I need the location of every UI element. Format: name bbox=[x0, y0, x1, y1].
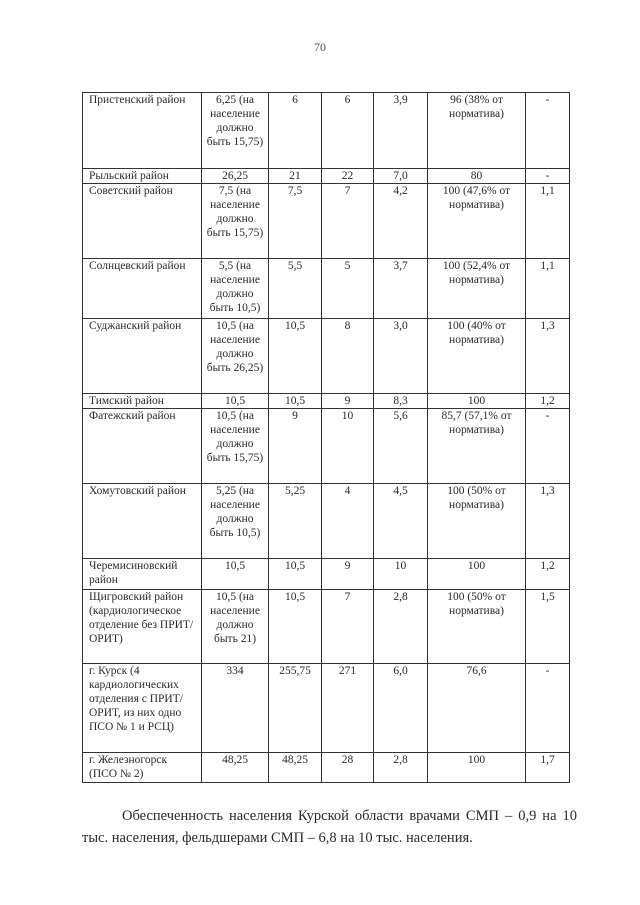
cell-district: Рыльский район bbox=[83, 169, 202, 184]
cell-value: 7,5 (на население должно быть 15,75) bbox=[202, 184, 269, 259]
table-row bbox=[83, 753, 570, 783]
cell-value: 100 (47,6% от норматива) bbox=[428, 184, 526, 259]
data-table bbox=[82, 92, 570, 783]
cell-value: 1,5 bbox=[526, 590, 570, 664]
cell-value: 8 bbox=[322, 319, 374, 394]
cell-value: 10 bbox=[374, 559, 428, 590]
cell-value: 9 bbox=[322, 559, 374, 590]
cell-district: Щигровский район (кардиологическое отделение без ПРИТ/ОРИТ) bbox=[83, 590, 202, 664]
cell-value: 10,5 bbox=[269, 590, 322, 664]
table-row bbox=[83, 664, 570, 753]
cell-value: 271 bbox=[322, 664, 374, 753]
cell-value: 7,0 bbox=[374, 169, 428, 184]
cell-value: 10,5 bbox=[202, 394, 269, 409]
summary-text: Обеспеченность населения Курской области врачами СМП – 0,9 на 10 тыс. населения, фельдшерами СМП – 6,8 на 10 тыс. населения. bbox=[82, 808, 577, 846]
cell-value: 3,7 bbox=[374, 259, 428, 319]
cell-value: 80 bbox=[428, 169, 526, 184]
cell-value: 5,5 (на население должно быть 10,5) bbox=[202, 259, 269, 319]
cell-value: 100 (52,4% от норматива) bbox=[428, 259, 526, 319]
cell-value: 8,3 bbox=[374, 394, 428, 409]
table-row bbox=[83, 590, 570, 664]
cell-district: Хомутовский район bbox=[83, 484, 202, 559]
cell-value: 6,0 bbox=[374, 664, 428, 753]
cell-value: 85,7 (57,1% от норматива) bbox=[428, 409, 526, 484]
cell-value: 1,2 bbox=[526, 559, 570, 590]
cell-value: 22 bbox=[322, 169, 374, 184]
cell-value: 6 bbox=[322, 93, 374, 169]
cell-value: 2,8 bbox=[374, 590, 428, 664]
cell-value: 10,5 (на население должно быть 21) bbox=[202, 590, 269, 664]
cell-value: 100 (50% от норматива) bbox=[428, 590, 526, 664]
cell-value: 100 (50% от норматива) bbox=[428, 484, 526, 559]
cell-value: 4,2 bbox=[374, 184, 428, 259]
cell-value: 5,25 (на население должно быть 10,5) bbox=[202, 484, 269, 559]
cell-value: 255,75 bbox=[269, 664, 322, 753]
table-row bbox=[83, 559, 570, 590]
cell-value: 5,25 bbox=[269, 484, 322, 559]
cell-value: 76,6 bbox=[428, 664, 526, 753]
cell-value: 7 bbox=[322, 590, 374, 664]
table-row bbox=[83, 394, 570, 409]
cell-value: 28 bbox=[322, 753, 374, 783]
cell-value: 3,9 bbox=[374, 93, 428, 169]
cell-value: - bbox=[526, 93, 570, 169]
cell-value: 26,25 bbox=[202, 169, 269, 184]
cell-value: 7,5 bbox=[269, 184, 322, 259]
table-row bbox=[83, 484, 570, 559]
cell-district: Фатежский район bbox=[83, 409, 202, 484]
cell-value: - bbox=[526, 409, 570, 484]
table-row bbox=[83, 319, 570, 394]
cell-district: Суджанский район bbox=[83, 319, 202, 394]
cell-value: 10,5 (на население должно быть 26,25) bbox=[202, 319, 269, 394]
table-row bbox=[83, 184, 570, 259]
cell-value: 9 bbox=[269, 409, 322, 484]
cell-value: 48,25 bbox=[202, 753, 269, 783]
cell-value: 10,5 bbox=[269, 559, 322, 590]
cell-value: 4 bbox=[322, 484, 374, 559]
cell-value: 10,5 bbox=[269, 394, 322, 409]
cell-value: 10 bbox=[322, 409, 374, 484]
cell-value: 96 (38% от норматива) bbox=[428, 93, 526, 169]
cell-value: 5 bbox=[322, 259, 374, 319]
cell-value: - bbox=[526, 664, 570, 753]
cell-value: 100 bbox=[428, 753, 526, 783]
cell-value: 2,8 bbox=[374, 753, 428, 783]
cell-value: 9 bbox=[322, 394, 374, 409]
cell-value: 100 bbox=[428, 394, 526, 409]
cell-district: Солнцевский район bbox=[83, 259, 202, 319]
cell-value: 6 bbox=[269, 93, 322, 169]
cell-value: 10,5 bbox=[202, 559, 269, 590]
cell-district: г. Курск (4 кардиологических отделения с ПРИТ/ОРИТ, из них одно ПСО № 1 и РСЦ) bbox=[83, 664, 202, 753]
cell-value: 334 bbox=[202, 664, 269, 753]
page-number: 70 bbox=[314, 40, 326, 54]
cell-value: 100 (40% от норматива) bbox=[428, 319, 526, 394]
cell-district: Советский район bbox=[83, 184, 202, 259]
cell-value: 1,3 bbox=[526, 319, 570, 394]
cell-value: 7 bbox=[322, 184, 374, 259]
cell-value: 1,2 bbox=[526, 394, 570, 409]
cell-value: 3,0 bbox=[374, 319, 428, 394]
summary-paragraph bbox=[82, 805, 577, 849]
table-row bbox=[83, 169, 570, 184]
cell-value: 1,3 bbox=[526, 484, 570, 559]
cell-district: Пристенский район bbox=[83, 93, 202, 169]
cell-value: 48,25 bbox=[269, 753, 322, 783]
cell-value: 5,6 bbox=[374, 409, 428, 484]
table-row bbox=[83, 259, 570, 319]
cell-value: 5,5 bbox=[269, 259, 322, 319]
cell-value: 1,7 bbox=[526, 753, 570, 783]
cell-district: Тимский район bbox=[83, 394, 202, 409]
cell-value: 10,5 bbox=[269, 319, 322, 394]
cell-value: 21 bbox=[269, 169, 322, 184]
cell-value: 4,5 bbox=[374, 484, 428, 559]
table-row bbox=[83, 409, 570, 484]
cell-value: 1,1 bbox=[526, 259, 570, 319]
cell-district: г. Железногорск (ПСО № 2) bbox=[83, 753, 202, 783]
cell-value: 6,25 (на население должно быть 15,75) bbox=[202, 93, 269, 169]
cell-value: 10,5 (на население должно быть 15,75) bbox=[202, 409, 269, 484]
table-row bbox=[83, 93, 570, 169]
cell-district: Черемисиновский район bbox=[83, 559, 202, 590]
cell-value: 1,1 bbox=[526, 184, 570, 259]
cell-value: 100 bbox=[428, 559, 526, 590]
cell-value: - bbox=[526, 169, 570, 184]
